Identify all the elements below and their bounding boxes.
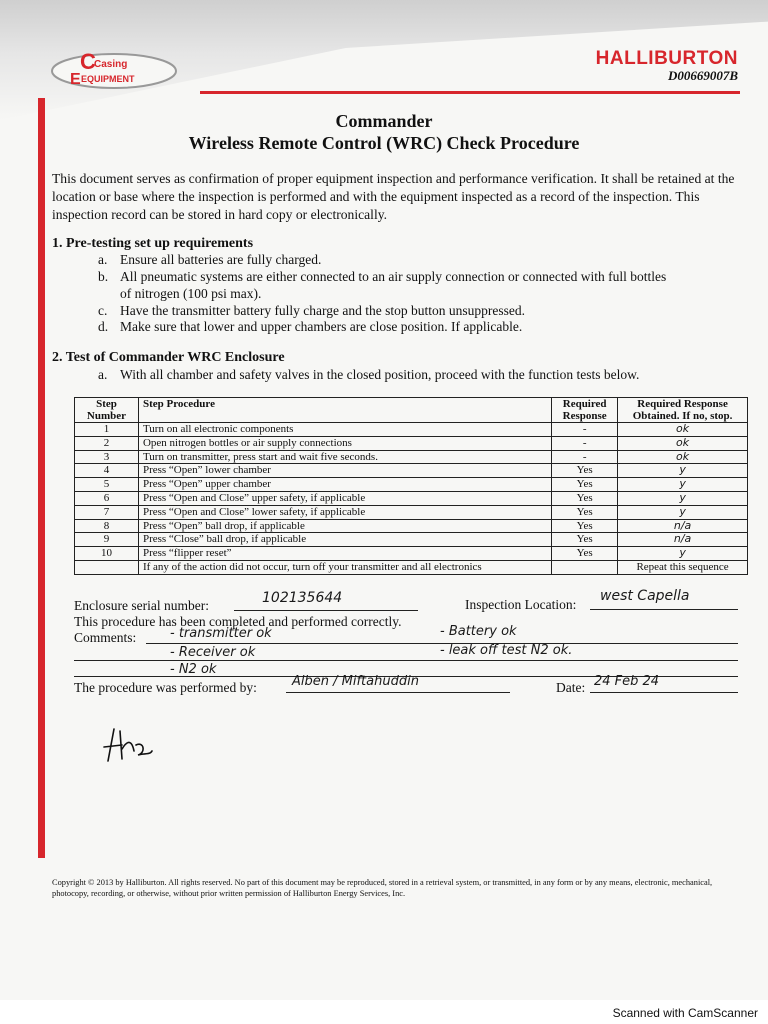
serial-underline — [234, 610, 418, 611]
table-row — [75, 533, 748, 547]
required-response-cell: Yes — [552, 478, 618, 492]
completed-statement: This procedure has been completed and performed correctly. — [74, 614, 402, 629]
step-procedure-cell: Turn on transmitter, press start and wait five seconds. — [138, 450, 551, 464]
section-1-item-b-cont: of nitrogen (100 psi max). — [120, 286, 262, 301]
comment-1b[interactable]: - Battery ok — [440, 624, 517, 639]
location-label: Inspection Location: — [465, 597, 577, 612]
table-row — [75, 547, 748, 561]
required-response-cell: Yes — [552, 547, 618, 561]
performed-by-value[interactable]: Alben / Miftahuddin — [292, 674, 419, 689]
step-number-cell: 2 — [75, 436, 139, 450]
final-row-repeat: Repeat this sequence — [618, 560, 748, 574]
section-1-heading: 1. Pre-testing set up requirements — [52, 236, 254, 251]
step-number-cell: 5 — [75, 478, 139, 492]
table-row — [75, 464, 748, 478]
table-row — [75, 478, 748, 492]
performed-by-label: The procedure was performed by: — [74, 680, 257, 695]
section-1-item-a: a. Ensure all batteries are fully charged. — [98, 252, 322, 267]
comment-3[interactable]: - N2 ok — [170, 662, 217, 677]
date-value[interactable]: 24 Feb 24 — [594, 674, 660, 689]
document-title: Commander — [335, 111, 433, 131]
final-row-instruction: If any of the action did not occur, turn off your transmitter and all electronics — [138, 560, 551, 574]
comments-label: Comments: — [74, 630, 137, 645]
table-row — [75, 423, 748, 437]
section-1-item-b: b. All pneumatic systems are either connected to an air supply connection or connected with full bottles — [98, 269, 667, 284]
step-number-cell: 10 — [75, 547, 139, 561]
comment-1[interactable]: - transmitter ok — [170, 626, 272, 641]
obtained-response-cell[interactable]: ok — [618, 423, 748, 437]
date-label: Date: — [556, 680, 586, 695]
required-response-cell: Yes — [552, 491, 618, 505]
required-response-cell: - — [552, 436, 618, 450]
section-2-item-a: a. With all chamber and safety valves in the closed position, proceed with the function tests below. — [98, 367, 640, 382]
step-procedure-cell: Press “Open and Close” lower safety, if applicable — [138, 505, 551, 519]
date-underline — [590, 692, 738, 693]
table-row — [75, 436, 748, 450]
intro-paragraph: This document serves as confirmation of proper equipment inspection and performance verification. It shall be retained at the location or base where the inspection is performed and with the equipment inspected as a record of the inspection. This inspection record can be stored in hard copy or electronically. — [52, 171, 735, 222]
section-2-heading: 2. Test of Commander WRC Enclosure — [52, 350, 285, 365]
required-response-cell: Yes — [552, 464, 618, 478]
table-row — [75, 450, 748, 464]
table-final-row — [75, 560, 748, 574]
obtained-response-cell[interactable]: y — [618, 478, 748, 492]
performed-by-underline — [286, 692, 510, 693]
obtained-response-cell[interactable]: y — [618, 491, 748, 505]
obtained-response-cell[interactable]: y — [618, 505, 748, 519]
halliburton-brand: HALLIBURTON — [595, 48, 738, 69]
required-response-cell: Yes — [552, 519, 618, 533]
obtained-response-cell[interactable]: n/a — [618, 519, 748, 533]
step-procedure-cell: Turn on all electronic components — [138, 423, 551, 437]
step-number-cell: 4 — [75, 464, 139, 478]
header-obtained-response: Required Response Obtained. If no, stop. — [618, 398, 748, 423]
step-procedure-cell: Open nitrogen bottles or air supply connections — [138, 436, 551, 450]
step-number-cell: 8 — [75, 519, 139, 533]
obtained-response-cell[interactable]: y — [618, 547, 748, 561]
required-response-cell: - — [552, 423, 618, 437]
left-red-bar — [38, 98, 45, 858]
obtained-response-cell[interactable]: n/a — [618, 533, 748, 547]
step-procedure-cell: Press “Close” ball drop, if applicable — [138, 533, 551, 547]
table-header-row — [75, 398, 748, 423]
required-response-cell: Yes — [552, 533, 618, 547]
table-row — [75, 491, 748, 505]
obtained-response-cell[interactable]: ok — [618, 436, 748, 450]
location-value[interactable]: west Capella — [600, 588, 690, 604]
header-step-procedure: Step Procedure — [138, 398, 551, 423]
svg-text:Equipment: Equipment — [81, 74, 135, 84]
header-red-rule — [200, 91, 740, 94]
svg-text:C: C — [80, 51, 96, 74]
step-procedure-cell: Press “Open” upper chamber — [138, 478, 551, 492]
camscanner-watermark: Scanned with CamScanner — [612, 1006, 758, 1020]
comment-2[interactable]: - Receiver ok — [170, 645, 256, 660]
casing-equipment-logo — [50, 51, 178, 91]
step-number-cell: 3 — [75, 450, 139, 464]
document-number: D00669007B — [667, 68, 738, 83]
required-response-cell: - — [552, 450, 618, 464]
step-procedure-cell: Press “Open” ball drop, if applicable — [138, 519, 551, 533]
table-row — [75, 519, 748, 533]
required-response-cell: Yes — [552, 505, 618, 519]
obtained-response-cell[interactable]: y — [618, 464, 748, 478]
svg-text:Casing: Casing — [94, 59, 128, 70]
location-underline — [590, 609, 738, 610]
serial-value[interactable]: 102135644 — [262, 590, 343, 606]
step-number-cell: 1 — [75, 423, 139, 437]
step-number-cell: 9 — [75, 533, 139, 547]
header-required-response: Required Response — [552, 398, 618, 423]
section-1-item-d: d. Make sure that lower and upper chambers are close position. If applicable. — [98, 319, 523, 334]
step-procedure-cell: Press “Open” lower chamber — [138, 464, 551, 478]
comments-line-2 — [74, 660, 738, 661]
obtained-response-cell[interactable]: ok — [618, 450, 748, 464]
table-row — [75, 505, 748, 519]
document-subtitle: Wireless Remote Control (WRC) Check Procedure — [188, 133, 580, 153]
copyright-notice: Copyright © 2013 by Halliburton. All rights reserved. No part of this document may be reproduced, stored in a retrieval system, or transmitted, in any form or by any means, electronic, mechanical, photocopy, recording, or otherwise, without prior written permission of Halliburton Energy Services, Inc. — [52, 878, 713, 898]
serial-label: Enclosure serial number: — [74, 598, 209, 613]
section-1-item-c: c. Have the transmitter battery fully charge and the stop button unsuppressed. — [98, 303, 526, 318]
final-row-empty-cell — [75, 560, 139, 574]
handwritten-signature — [100, 725, 160, 765]
step-number-cell: 6 — [75, 491, 139, 505]
final-row-empty-required — [552, 560, 618, 574]
step-procedure-cell: Press “flipper reset” — [138, 547, 551, 561]
svg-text:E: E — [70, 71, 81, 88]
procedure-table — [74, 397, 748, 575]
step-number-cell: 7 — [75, 505, 139, 519]
step-procedure-cell: Press “Open and Close” upper safety, if applicable — [138, 491, 551, 505]
comment-2b[interactable]: - leak off test N2 ok. — [440, 643, 573, 658]
header-step-number: Step Number — [75, 398, 139, 423]
